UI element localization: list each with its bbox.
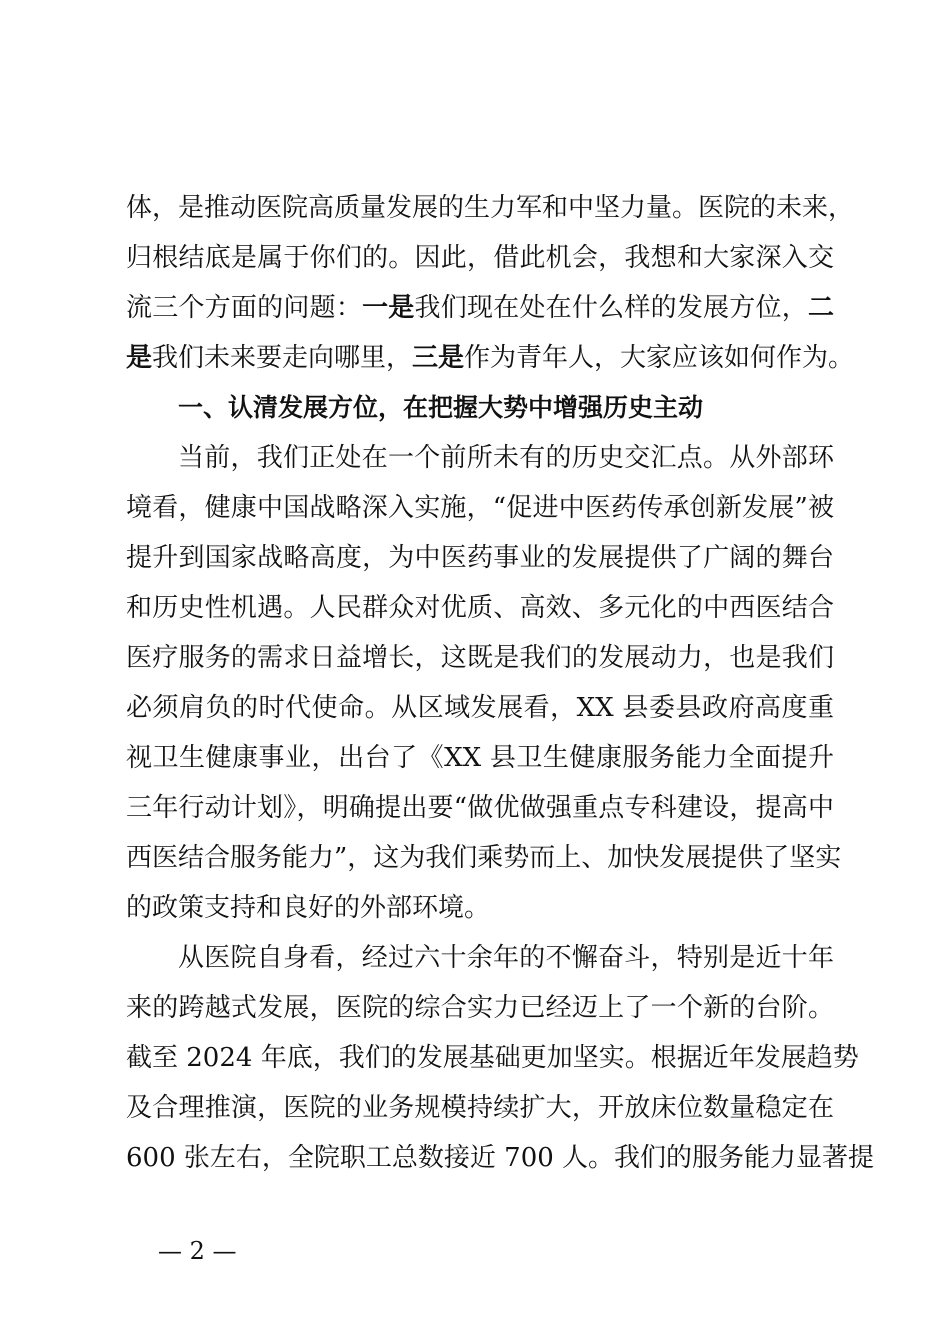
text-line: 归根结底是属于你们的。因此，借此机会，我想和大家深入交 — [126, 243, 834, 273]
paragraph-continuation — [126, 183, 855, 383]
text-line: 境看，健康中国战略深入实施，“促进中医药传承创新发展”被 — [126, 493, 834, 523]
text-line: 的政策支持和良好的外部环境。 — [126, 893, 491, 923]
text-segment: 我们现在处在什么样的发展方位， — [414, 293, 808, 323]
paragraph-current-situation — [126, 433, 842, 933]
bold-marker-three: 三是 — [412, 343, 465, 373]
text-line: 必须肩负的时代使命。从区域发展看，XX 县委县政府高度重 — [126, 693, 834, 723]
text-line: 截至 2024 年底，我们的发展基础更加坚实。根据近年发展趋势 — [126, 1043, 859, 1073]
text-line: 医疗服务的需求日益增长，这既是我们的发展动力，也是我们 — [126, 643, 834, 673]
text-line: 和历史性机遇。人民群众对优质、高效、多元化的中西医结合 — [126, 593, 834, 623]
text-line: 西医结合服务能力”，这为我们乘势而上、加快发展提供了坚实 — [126, 843, 842, 873]
bold-marker-one: 一是 — [362, 293, 415, 323]
text-line: 及合理推演，医院的业务规模持续扩大，开放床位数量稳定在 — [126, 1093, 834, 1123]
text-line: 提升到国家战略高度，为中医药事业的发展提供了广阔的舞台 — [126, 543, 834, 573]
text-line: 从医院自身看，经过六十余年的不懈奋斗，特别是近十年 — [178, 943, 834, 973]
text-segment: 作为青年人，大家应该如何作为。 — [464, 343, 855, 373]
bold-marker-two-start: 二 — [807, 293, 834, 323]
text-line: 600 张左右，全院职工总数接近 700 人。我们的服务能力显著提 — [126, 1143, 875, 1173]
bold-marker-two-end: 是 — [126, 343, 153, 373]
text-line: 视卫生健康事业，出台了《XX 县卫生健康服务能力全面提升 — [126, 743, 834, 773]
text-line: 当前，我们正处在一个前所未有的历史交汇点。从外部环 — [178, 443, 834, 473]
document-body — [126, 183, 875, 1183]
text-line: 来的跨越式发展，医院的综合实力已经迈上了一个新的台阶。 — [126, 993, 834, 1023]
text-line — [126, 333, 855, 383]
section-heading: 一、认清发展方位，在把握大势中增强历史主动 — [178, 393, 704, 422]
paragraph-hospital-development — [126, 933, 875, 1183]
text-segment: 流三个方面的问题： — [126, 293, 363, 323]
text-line: 三年行动计划》，明确提出要“做优做强重点专科建设，提高中 — [126, 793, 834, 823]
text-line: 体，是推动医院高质量发展的生力军和中坚力量。医院的未来， — [126, 193, 855, 223]
page-number: — 2 — — [158, 1237, 237, 1265]
text-line — [126, 283, 834, 333]
text-segment: 我们未来要走向哪里， — [152, 343, 413, 373]
